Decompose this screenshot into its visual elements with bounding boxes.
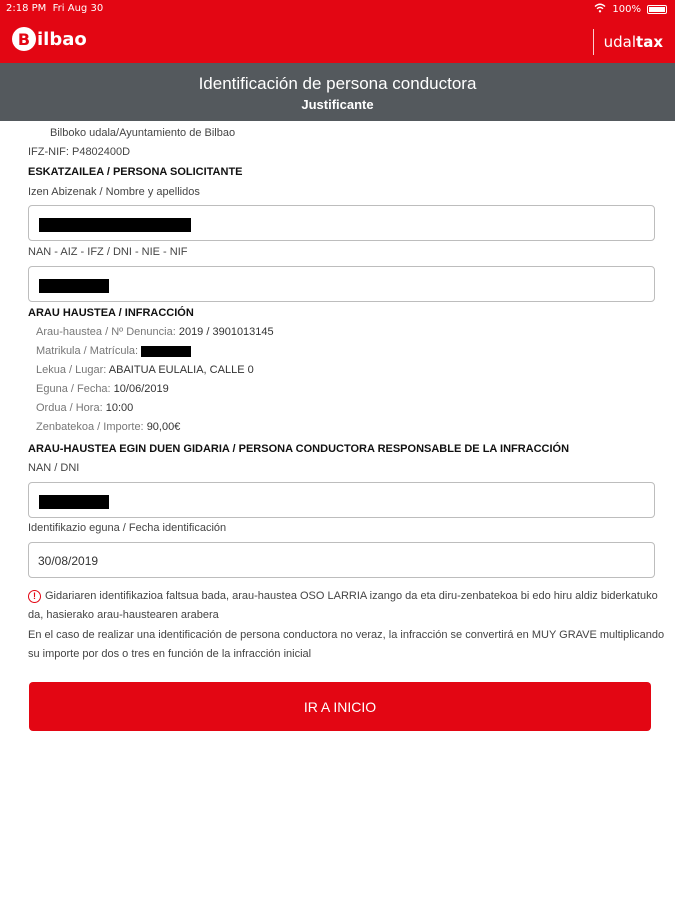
status-time-date — [6, 3, 103, 14]
status-right — [594, 3, 667, 16]
infraccion-row — [36, 345, 191, 357]
logo-text: ilbao — [37, 28, 87, 50]
infraccion-row — [36, 364, 254, 376]
conductor-heading: ARAU-HAUSTEA EGIN DUEN GIDARIA / PERSONA CONDUCTORA RESPONSABLE DE LA INFRACCIÓN — [28, 443, 570, 455]
row-label: Eguna / Fecha: — [36, 383, 111, 395]
name-field[interactable] — [28, 205, 655, 241]
issuer-name: Bilboko udala/Ayuntamiento de Bilbao — [50, 127, 236, 139]
id-field[interactable] — [28, 266, 655, 302]
row-label: Ordua / Hora: — [36, 402, 103, 414]
redaction-block — [141, 346, 191, 357]
row-value: 10:00 — [105, 402, 134, 414]
warning-basque-text: Gidariaren identifikazioa faltsua bada, arau-haustea OSO LARRIA izango da eta diru-zenbatekoa bi edo hiru aldiz biderkatuko da, hasierako arau-haustearen arabera — [28, 590, 658, 621]
solicitante-heading: ESKATZAILEA / PERSONA SOLICITANTE — [28, 166, 243, 178]
infraccion-row — [36, 421, 180, 433]
page-title: Identificación de persona conductora — [198, 74, 477, 93]
wifi-icon — [594, 3, 606, 16]
warning-basque — [28, 587, 668, 625]
warning-spanish: En el caso de realizar una identificación de persona conductora no veraz, la infracción se convertirá en MUY GRAVE multiplicando su importe por dos o tres en función de la infracción inicial — [28, 629, 665, 660]
status-bar — [0, 0, 675, 18]
logo-initial: B — [12, 27, 36, 51]
row-value: ABAITUA EULALIA, CALLE 0 — [108, 364, 254, 376]
status-time: 2:18 PM — [6, 3, 47, 14]
row-value: 2019 / 3901013145 — [178, 326, 274, 338]
infraccion-row — [36, 383, 169, 395]
redaction-block — [39, 218, 191, 232]
row-label: Matrikula / Matrícula: — [36, 345, 139, 357]
infraccion-row — [36, 402, 133, 414]
infraccion-heading: ARAU HAUSTEA / INFRACCIÓN — [28, 307, 194, 319]
brand-left: udal — [603, 33, 637, 51]
redaction-block — [39, 279, 109, 293]
row-value: 10/06/2019 — [113, 383, 169, 395]
row-label: Zenbatekoa / Importe: — [36, 421, 144, 433]
row-label: Lekua / Lugar: — [36, 364, 107, 376]
id-label: NAN - AIZ - IFZ / DNI - NIE - NIF — [28, 246, 188, 258]
logo-divider — [593, 29, 594, 55]
row-value: 90,00€ — [146, 421, 181, 433]
row-label: Arau-haustea / Nº Denuncia: — [36, 326, 176, 338]
brand-right: tax — [636, 33, 663, 51]
alert-circle-icon: ! — [28, 590, 41, 603]
redaction-block — [39, 495, 109, 509]
page-subtitle: Justificante — [301, 97, 374, 112]
app-header — [0, 18, 675, 63]
dni-label: NAN / DNI — [28, 462, 80, 474]
date-value: 30/08/2019 — [38, 554, 99, 568]
dni-field[interactable] — [28, 482, 655, 518]
status-date: Fri Aug 30 — [52, 3, 104, 14]
udaltax-logo — [593, 29, 663, 55]
issuer-nif: IFZ-NIF: P4802400D — [28, 146, 131, 158]
go-home-button[interactable]: IR A INICIO — [29, 682, 651, 731]
bilbao-logo — [12, 27, 87, 51]
name-label: Izen Abizenak / Nombre y apellidos — [28, 186, 200, 198]
infraccion-row — [36, 326, 274, 338]
date-label: Identifikazio eguna / Fecha identificación — [28, 522, 227, 534]
battery-percent: 100% — [612, 4, 641, 15]
title-bar — [0, 63, 675, 121]
battery-icon — [647, 5, 667, 14]
identification-date-field[interactable] — [28, 542, 655, 578]
